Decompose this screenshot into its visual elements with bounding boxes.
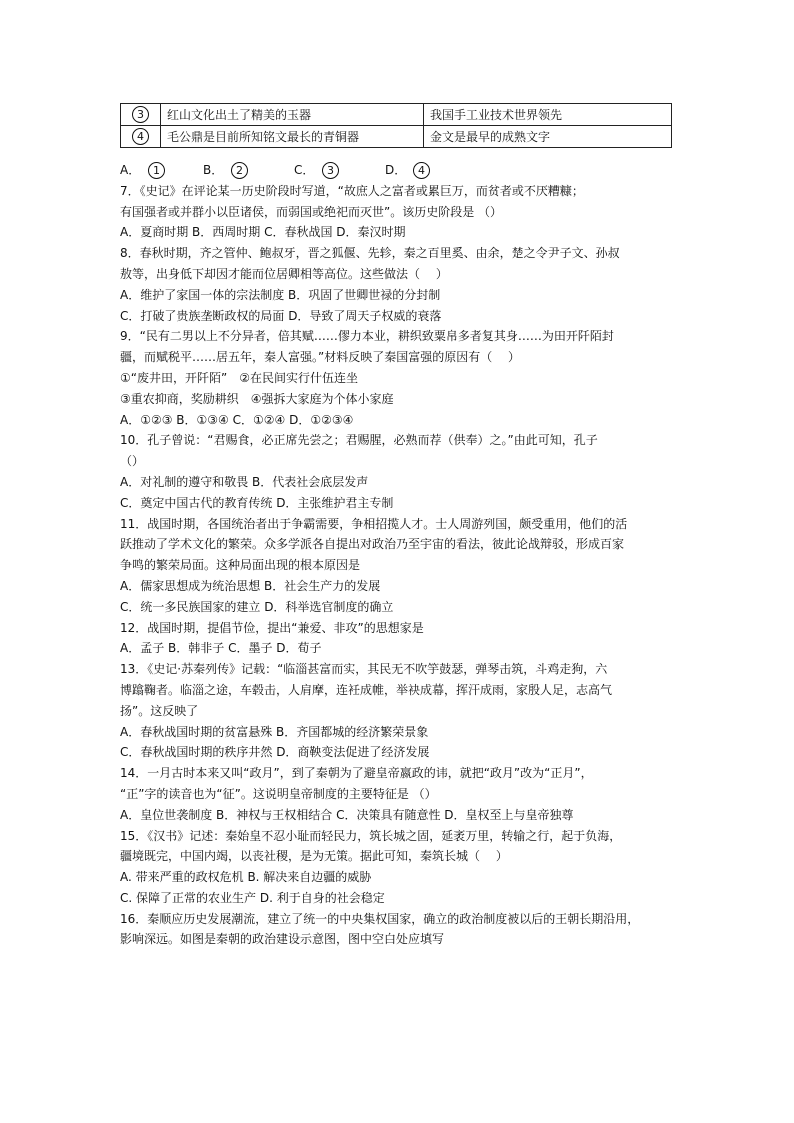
text-line: 9．“民有二男以上不分异者，倍其赋……僇力本业，耕织致粟帛多者复其身……为田开阡陌封 [120, 329, 614, 344]
text-line: A．对礼制的遵守和敬畏 B．代表社会底层发声 [120, 474, 369, 489]
text-line: 有国强者或并群小以臣诸侯，而弱国或绝祀而灭世”。该历史阶段是 （） [120, 204, 503, 219]
q6-choices [120, 160, 680, 181]
text-line: 10．孔子曾说：“君赐食，必正席先尝之；君赐腥，必熟而荐（供奉）之。”由此可知，孔子 [120, 433, 598, 448]
text-line: 疆境既完，中国内竭，以丧社稷，是为无策。据此可知，秦筑长城（ ） [120, 849, 508, 864]
text-line: 14．一月古时本来又叫“政月”，到了秦朝为了避皇帝嬴政的讳，就把“政月”改为“正月”， [120, 766, 593, 781]
text-line: A．皇位世袭制度 B．神权与王权相结合 C．决策具有随意性 D．皇权至上与皇帝独尊 [120, 807, 574, 822]
text-line: C．打破了贵族垄断政权的局面 D．导致了周天子权威的衰落 [120, 308, 442, 323]
option-table [120, 103, 672, 148]
text-line: C．奠定中国古代的教育传统 D．主张维护君主专制 [120, 495, 394, 510]
text-line: C．统一多民族国家的建立 D．科举选官制度的确立 [120, 599, 394, 614]
text-line: 疆，而赋税平……居五年，秦人富强。”材料反映了秦国富强的原因有（ ） [120, 350, 521, 365]
text-line: C．春秋战国时期的秩序井然 D．商鞅变法促进了经济发展 [120, 745, 430, 760]
circled-number: 2 [231, 162, 248, 179]
text-line: 8．春秋时期，齐之管仲、鲍叔牙，晋之狐偃、先轸，秦之百里奚、由余，楚之令尹子文、孙叔 [120, 246, 620, 261]
circled-number: 4 [132, 128, 149, 145]
text-line: “正”字的读音也为“征”。这说明皇帝制度的主要特征是 （） [120, 786, 437, 801]
table-row [121, 104, 672, 126]
text-line: 敖等，出身低下却因才能而位居卿相等高位。这些做法（ ） [120, 266, 448, 281]
text-line: A．维护了家国一体的宗法制度 B．巩固了世卿世禄的分封制 [120, 287, 441, 302]
text-line: 扬”。这反映了 [120, 703, 199, 718]
text-line: ③重农抑商，奖励耕织 ④强拆大家庭为个体小家庭 [120, 391, 394, 406]
circled-number: 4 [413, 162, 430, 179]
text-line: A．夏商时期 B．西周时期 C．春秋战国 D．秦汉时期 [120, 225, 406, 240]
question-text [120, 160, 680, 950]
choice-letter: B． [203, 163, 224, 177]
text-line: A. 带来严重的政权危机 B. 解决来自边疆的威胁 [120, 870, 372, 885]
choice-letter: A． [120, 163, 141, 177]
text-line: A．儒家思想成为统治思想 B．社会生产力的发展 [120, 578, 381, 593]
text-line: 争鸣的繁荣局面。这种局面出现的根本原因是 [120, 558, 361, 573]
text-line: A．春秋战国时期的贫富悬殊 B．齐国都城的经济繁荣景象 [120, 724, 429, 739]
text-line: 15．《汉书》记述：秦始皇不忍小耻而轻民力，筑长城之固，延袤万里，转输之行，起于负海， [120, 828, 622, 843]
text-line: 7．《史记》在评论某一历史阶段时写道，“故庶人之富者或累巨万，而贫者或不厌糟糠； [120, 183, 584, 198]
table-cell: 我国手工业技术世界领先 [424, 104, 672, 126]
choice-letter: D． [385, 163, 407, 177]
circled-number: 3 [322, 162, 339, 179]
text-line: 16．秦顺应历史发展潮流，建立了统一的中央集权国家，确立的政治制度被以后的王朝长期沿用， [120, 911, 640, 926]
text-line: 11．战国时期，各国统治者出于争霸需要，争相招揽人才。士人周游列国，颇受重用，他们的活 [120, 516, 628, 531]
text-line: 13．《史记·苏秦列传》记载：“临淄甚富而实，其民无不吹竽鼓瑟，弹琴击筑，斗鸡走狗，六 [120, 662, 608, 677]
text-line: 博蹹鞠者。临淄之途，车毂击，人肩摩，连衽成帷，举袂成幕，挥汗成雨，家殷人足，志高气 [120, 682, 613, 697]
text-line: A．①②③ B．①③④ C．①②④ D．①②③④ [120, 412, 354, 427]
circled-number: 1 [148, 162, 165, 179]
text-line: 跃推动了学术文化的繁荣。众多学派各自提出对政治乃至宇宙的看法，彼此论战辩驳，形成百家 [120, 537, 625, 552]
circled-number: 3 [132, 106, 149, 123]
table-cell: 毛公鼎是目前所知铭文最长的青铜器 [161, 126, 424, 148]
choice-letter: C． [294, 163, 315, 177]
text-line: ①“废井田，开阡陌” ②在民间实行什伍连坐 [120, 370, 358, 385]
table-cell: 金文是最早的成熟文字 [424, 126, 672, 148]
table-row [121, 126, 672, 148]
text-line: 12．战国时期，提倡节俭，提出“兼爱、非攻”的思想家是 [120, 620, 424, 635]
text-line: A．孟子 B．韩非子 C．墨子 D．荀子 [120, 641, 322, 656]
text-line: （） [120, 454, 145, 469]
table-cell: 红山文化出土了精美的玉器 [161, 104, 424, 126]
text-line: C. 保障了正常的农业生产 D. 利于自身的社会稳定 [120, 890, 385, 905]
text-line: 影响深远。如图是秦朝的政治建设示意图，图中空白处应填写 [120, 932, 445, 947]
